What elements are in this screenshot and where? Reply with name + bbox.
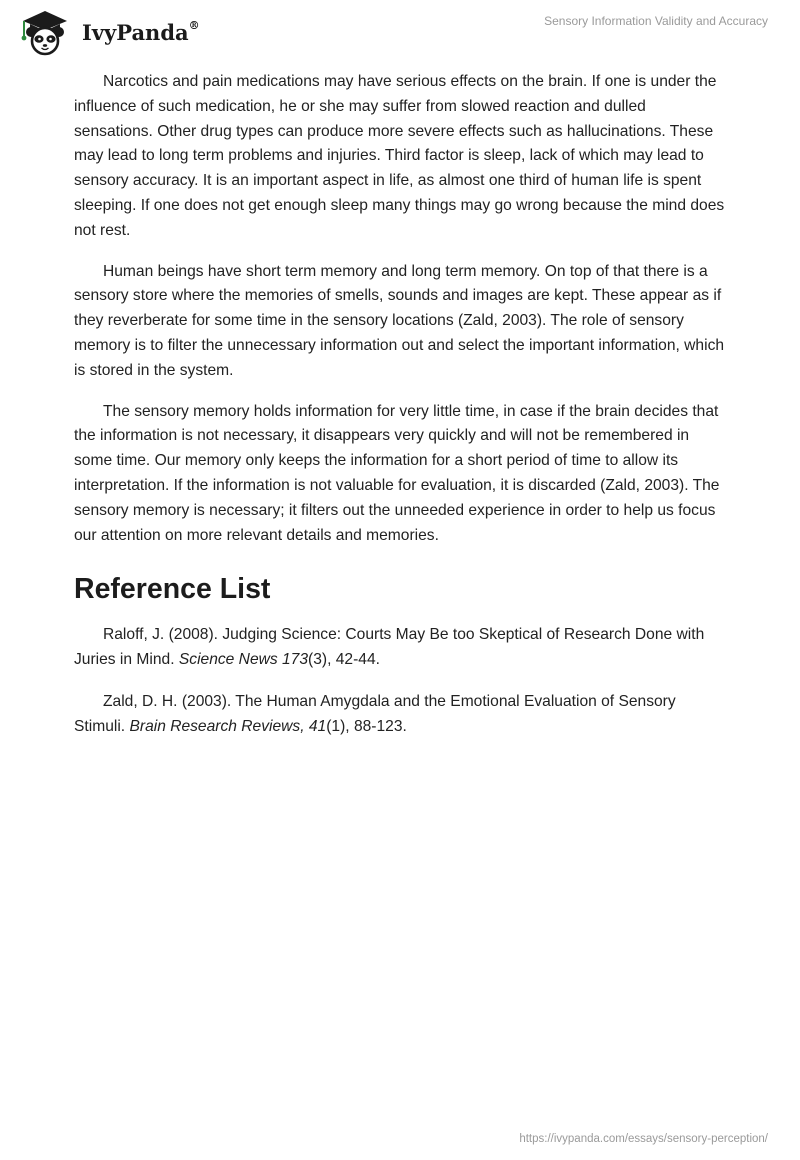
- ivypanda-logo[interactable]: [14, 8, 200, 56]
- brand-name: IvyPanda: [82, 19, 189, 45]
- page-header: [0, 0, 800, 60]
- reference-journal: Brain Research Reviews: [129, 717, 301, 735]
- reference-text: Raloff, J. (2008). Judging Science: Courts May Be too Skeptical of Research Done with Juries in Mind.: [74, 626, 705, 669]
- body-paragraph: Human beings have short term memory and long term memory. On top of that there is a sensory store where the memories of smells, sounds and images are kept. These appear as if they reverberate for some time in the sensory locations (Zald, 2003). The role of sensory memory is to filter the unnecessary information out and select the important information, which is stored in the system.: [74, 262, 725, 379]
- reference-item: [74, 690, 726, 740]
- reference-issue-pages: (3), 42-44.: [308, 651, 380, 669]
- reference-volume: 41: [308, 717, 327, 735]
- body-paragraph: The sensory memory holds information for very little time, in case if the brain decides that the information is not necessary, it disappears very quickly and will not be remembered in some time. Our memory only keeps the information for a short period of time to allow its interpretation. If the information is not valuable for evaluation, it is discarded (Zald, 2003). The sensory memory is necessary; it filters out the unneeded experience in order to help us focus our attention on more relevant details and memories.: [74, 402, 720, 544]
- essay-content: [74, 70, 726, 757]
- registered-mark: ®: [188, 18, 200, 32]
- document-title: Sensory Information Validity and Accuracy: [544, 14, 768, 28]
- panda-graduate-icon: [14, 8, 76, 56]
- reference-list-heading: Reference List: [74, 573, 271, 606]
- body-paragraph: Narcotics and pain medications may have serious effects on the brain. If one is under the influence of such medication, he or she may suffer from slowed reaction and dulled sensations. Other drug types can produce more severe effects such as hallucinations. These may lead to long term problems and injuries. Third factor is sleep, lack of which may lead to sensory accuracy. It is an important aspect in life, as almost one third of human life is spent sleeping. If one does not get enough sleep many things may go wrong because the mind does not rest.: [74, 73, 725, 239]
- logo-wordmark: [82, 20, 200, 45]
- source-url[interactable]: https://ivypanda.com/essays/sensory-perception/: [519, 1133, 768, 1145]
- reference-journal: Science News 173: [178, 651, 309, 669]
- reference-text: Zald, D. H. (2003). The Human Amygdala and the Emotional Evaluation of Sensory Stimuli.: [74, 692, 676, 735]
- reference-item: [74, 623, 726, 673]
- reference-issue-pages: (1), 88-123.: [326, 717, 407, 735]
- reference-separator: ,: [300, 717, 309, 735]
